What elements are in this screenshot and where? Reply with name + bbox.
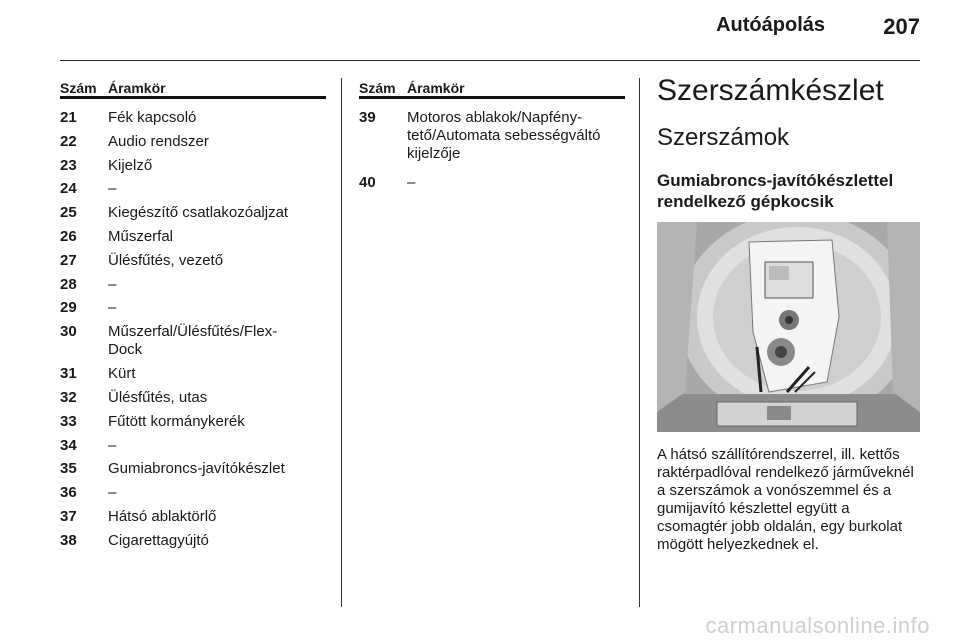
row-circuit: Műszerfal/Ülésfűtés/Flex-Dock xyxy=(108,323,278,359)
row-circuit: Fék kapcsoló xyxy=(108,109,197,126)
row-number: 22 xyxy=(60,132,77,150)
header-number: Szám xyxy=(60,80,97,96)
column-divider xyxy=(341,78,342,607)
section-heading: Szerszámkészlet xyxy=(657,74,884,107)
row-number: 35 xyxy=(60,460,77,478)
row-circuit: – xyxy=(108,275,117,293)
row-number: 39 xyxy=(359,109,376,126)
page-header xyxy=(60,0,920,61)
row-circuit: Motoros ablakok/Napfény-tető/Automata sebességváltó kijelzője xyxy=(407,109,601,162)
row-circuit: Ülésfűtés, vezető xyxy=(108,251,224,269)
row-circuit: Fűtött kormánykerék xyxy=(108,412,245,430)
fuse-table-right xyxy=(359,80,625,199)
row-number: 36 xyxy=(60,484,77,502)
row-circuit: Kürt xyxy=(108,365,136,383)
row-number: 25 xyxy=(60,204,77,222)
row-circuit: Cigarettagyújtó xyxy=(108,531,209,549)
section-subtitle: Szerszámok xyxy=(657,124,790,151)
header-circuit: Áramkör xyxy=(407,80,465,96)
row-circuit: Gumiabroncs-javítókészlet xyxy=(108,460,285,478)
row-circuit: Kijelző xyxy=(108,156,153,174)
row-number: 24 xyxy=(60,180,77,198)
header-number: Szám xyxy=(359,80,396,96)
row-circuit: – xyxy=(108,299,117,317)
row-circuit: – xyxy=(108,436,117,454)
section-body: A hátsó szállítórendszerrel, ill. kettős raktérpadlóval rendelkező járműveknél a szerszámok a vonószemmel és a gumijavító készlettel együtt a csomagtér jobb oldalán, egy burkolat mögött helyezkednek el. xyxy=(657,446,914,553)
row-number: 33 xyxy=(60,412,77,430)
row-number: 38 xyxy=(60,531,77,549)
row-circuit: – xyxy=(108,180,117,198)
row-circuit: Ülésfűtés, utas xyxy=(108,388,208,406)
trunk-toolkit-illustration xyxy=(657,222,920,432)
row-circuit: Műszerfal xyxy=(108,227,174,245)
row-number: 37 xyxy=(60,507,77,525)
row-circuit: Hátsó ablaktörlő xyxy=(108,507,217,525)
row-number: 21 xyxy=(60,109,77,126)
toolkit-section xyxy=(657,74,921,554)
trunk-toolkit-photo xyxy=(657,222,920,432)
table-header xyxy=(359,80,625,99)
header-circuit: Áramkör xyxy=(108,80,166,96)
watermark: carmanualsonline.info xyxy=(705,613,930,638)
section-subheading: Gumiabroncs-javítókészlettel rendelkező gépkocsik xyxy=(657,171,894,211)
row-number: 23 xyxy=(60,156,77,174)
row-circuit: Kiegészítő csatlakozóaljzat xyxy=(108,204,289,222)
row-number: 27 xyxy=(60,251,77,269)
row-number: 26 xyxy=(60,227,77,245)
row-circuit: Audio rendszer xyxy=(108,132,209,150)
row-number: 40 xyxy=(359,174,376,191)
fuse-table-left xyxy=(60,80,326,556)
row-number: 34 xyxy=(60,436,77,454)
section-title: Autóápolás xyxy=(716,14,825,36)
row-circuit: – xyxy=(407,174,416,191)
page-number: 207 xyxy=(883,14,920,39)
row-number: 28 xyxy=(60,275,77,293)
table-header xyxy=(60,80,326,99)
row-number: 29 xyxy=(60,299,77,317)
row-number: 30 xyxy=(60,323,77,341)
row-circuit: – xyxy=(108,484,117,502)
row-number: 31 xyxy=(60,365,77,383)
column-divider xyxy=(639,78,640,607)
row-number: 32 xyxy=(60,388,77,406)
